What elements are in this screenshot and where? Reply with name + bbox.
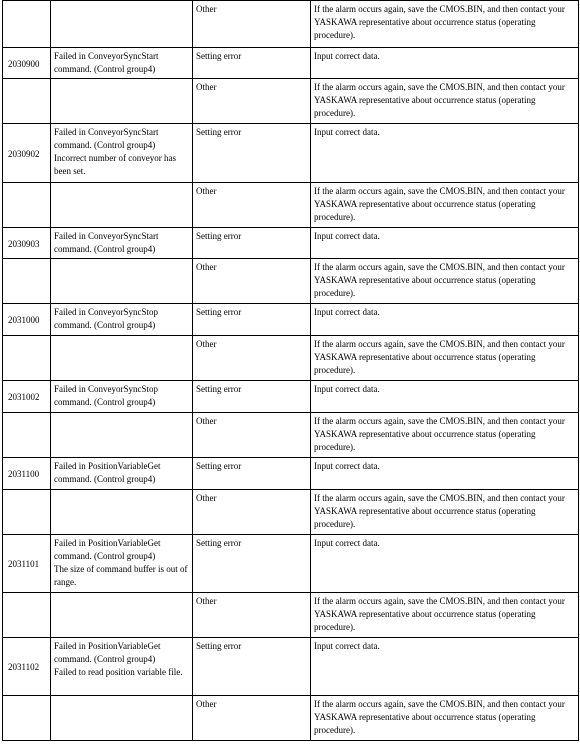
- description-cell: Failed in ConveyorSyncStart command. (Control group4): [51, 228, 193, 259]
- table-row: [3, 183, 579, 228]
- alarm-code-cell: [3, 490, 51, 535]
- description-cell: [51, 183, 193, 228]
- cause-cell: Setting error: [193, 535, 311, 593]
- alarm-code-cell: 2030903: [3, 228, 51, 259]
- remedy-cell: If the alarm occurs again, save the CMOS.BIN, and then contact your YASKAWA representative about occurrence status (operating procedure).: [311, 79, 579, 124]
- remedy-cell: If the alarm occurs again, save the CMOS.BIN, and then contact your YASKAWA representative about occurrence status (operating procedure).: [311, 490, 579, 535]
- description-cell: [51, 336, 193, 381]
- cause-cell: Other: [193, 696, 311, 741]
- alarm-code-cell: 2031102: [3, 638, 51, 696]
- table-row: [3, 593, 579, 638]
- alarm-table-body: [3, 1, 579, 741]
- table-row: [3, 336, 579, 381]
- table-row: [3, 638, 579, 696]
- remedy-cell: If the alarm occurs again, save the CMOS.BIN, and then contact your YASKAWA representative about occurrence status (operating procedure).: [311, 696, 579, 741]
- description-cell: Failed in ConveyorSyncStart command. (Control group4) Incorrect number of conveyor has been set.: [51, 124, 193, 183]
- alarm-code-cell: [3, 1, 51, 48]
- description-cell: [51, 490, 193, 535]
- table-row: [3, 696, 579, 741]
- description-cell: [51, 1, 193, 48]
- alarm-code-cell: 2030902: [3, 124, 51, 183]
- table-row: [3, 79, 579, 124]
- cause-cell: Setting error: [193, 48, 311, 79]
- cause-cell: Setting error: [193, 638, 311, 696]
- remedy-cell: Input correct data.: [311, 535, 579, 593]
- remedy-cell: If the alarm occurs again, save the CMOS.BIN, and then contact your YASKAWA representative about occurrence status (operating procedure).: [311, 593, 579, 638]
- alarm-code-cell: 2031002: [3, 381, 51, 413]
- alarm-code-cell: [3, 259, 51, 304]
- remedy-cell: Input correct data.: [311, 381, 579, 413]
- cause-cell: Other: [193, 336, 311, 381]
- description-cell: Failed in PositionVariableGet command. (Control group4): [51, 458, 193, 490]
- description-cell: Failed in ConveyorSyncStart command. (Control group4): [51, 48, 193, 79]
- table-row: [3, 228, 579, 259]
- remedy-cell: If the alarm occurs again, save the CMOS.BIN, and then contact your YASKAWA representative about occurrence status (operating procedure).: [311, 259, 579, 304]
- cause-cell: Other: [193, 490, 311, 535]
- alarm-code-cell: [3, 696, 51, 741]
- description-cell: [51, 259, 193, 304]
- alarm-code-cell: [3, 183, 51, 228]
- alarm-code-cell: [3, 336, 51, 381]
- remedy-cell: If the alarm occurs again, save the CMOS.BIN, and then contact your YASKAWA representative about occurrence status (operating procedure).: [311, 336, 579, 381]
- table-row: [3, 413, 579, 458]
- cause-cell: Setting error: [193, 381, 311, 413]
- remedy-cell: Input correct data.: [311, 124, 579, 183]
- alarm-code-cell: 2030900: [3, 48, 51, 79]
- description-cell: [51, 413, 193, 458]
- table-row: [3, 48, 579, 79]
- table-row: [3, 458, 579, 490]
- cause-cell: Setting error: [193, 458, 311, 490]
- remedy-cell: Input correct data.: [311, 638, 579, 696]
- cause-cell: Other: [193, 413, 311, 458]
- remedy-cell: Input correct data.: [311, 458, 579, 490]
- cause-cell: Setting error: [193, 124, 311, 183]
- cause-cell: Other: [193, 259, 311, 304]
- alarm-code-cell: [3, 413, 51, 458]
- table-row: [3, 381, 579, 413]
- remedy-cell: Input correct data.: [311, 48, 579, 79]
- description-cell: Failed in ConveyorSyncStop command. (Control group4): [51, 304, 193, 336]
- table-row: [3, 304, 579, 336]
- description-cell: Failed in ConveyorSyncStop command. (Control group4): [51, 381, 193, 413]
- table-row: [3, 535, 579, 593]
- description-cell: [51, 593, 193, 638]
- description-cell: [51, 79, 193, 124]
- cause-cell: Other: [193, 1, 311, 48]
- remedy-cell: If the alarm occurs again, save the CMOS.BIN, and then contact your YASKAWA representative about occurrence status (operating procedure).: [311, 183, 579, 228]
- alarm-code-cell: 2031000: [3, 304, 51, 336]
- cause-cell: Other: [193, 183, 311, 228]
- cause-cell: Other: [193, 79, 311, 124]
- table-row: [3, 1, 579, 48]
- description-cell: Failed in PositionVariableGet command. (Control group4) The size of command buffer is out of range.: [51, 535, 193, 593]
- remedy-cell: Input correct data.: [311, 228, 579, 259]
- table-row: [3, 259, 579, 304]
- table-row: [3, 490, 579, 535]
- remedy-cell: Input correct data.: [311, 304, 579, 336]
- alarm-code-cell: 2031100: [3, 458, 51, 490]
- description-cell: [51, 696, 193, 741]
- alarm-table: [2, 0, 579, 741]
- description-cell: Failed in PositionVariableGet command. (Control group4) Failed to read position variable file.: [51, 638, 193, 696]
- alarm-code-cell: 2031101: [3, 535, 51, 593]
- alarm-code-cell: [3, 593, 51, 638]
- cause-cell: Setting error: [193, 228, 311, 259]
- cause-cell: Setting error: [193, 304, 311, 336]
- cause-cell: Other: [193, 593, 311, 638]
- remedy-cell: If the alarm occurs again, save the CMOS.BIN, and then contact your YASKAWA representative about occurrence status (operating procedure).: [311, 413, 579, 458]
- alarm-code-cell: [3, 79, 51, 124]
- remedy-cell: If the alarm occurs again, save the CMOS.BIN, and then contact your YASKAWA representative about occurrence status (operating procedure).: [311, 1, 579, 48]
- table-row: [3, 124, 579, 183]
